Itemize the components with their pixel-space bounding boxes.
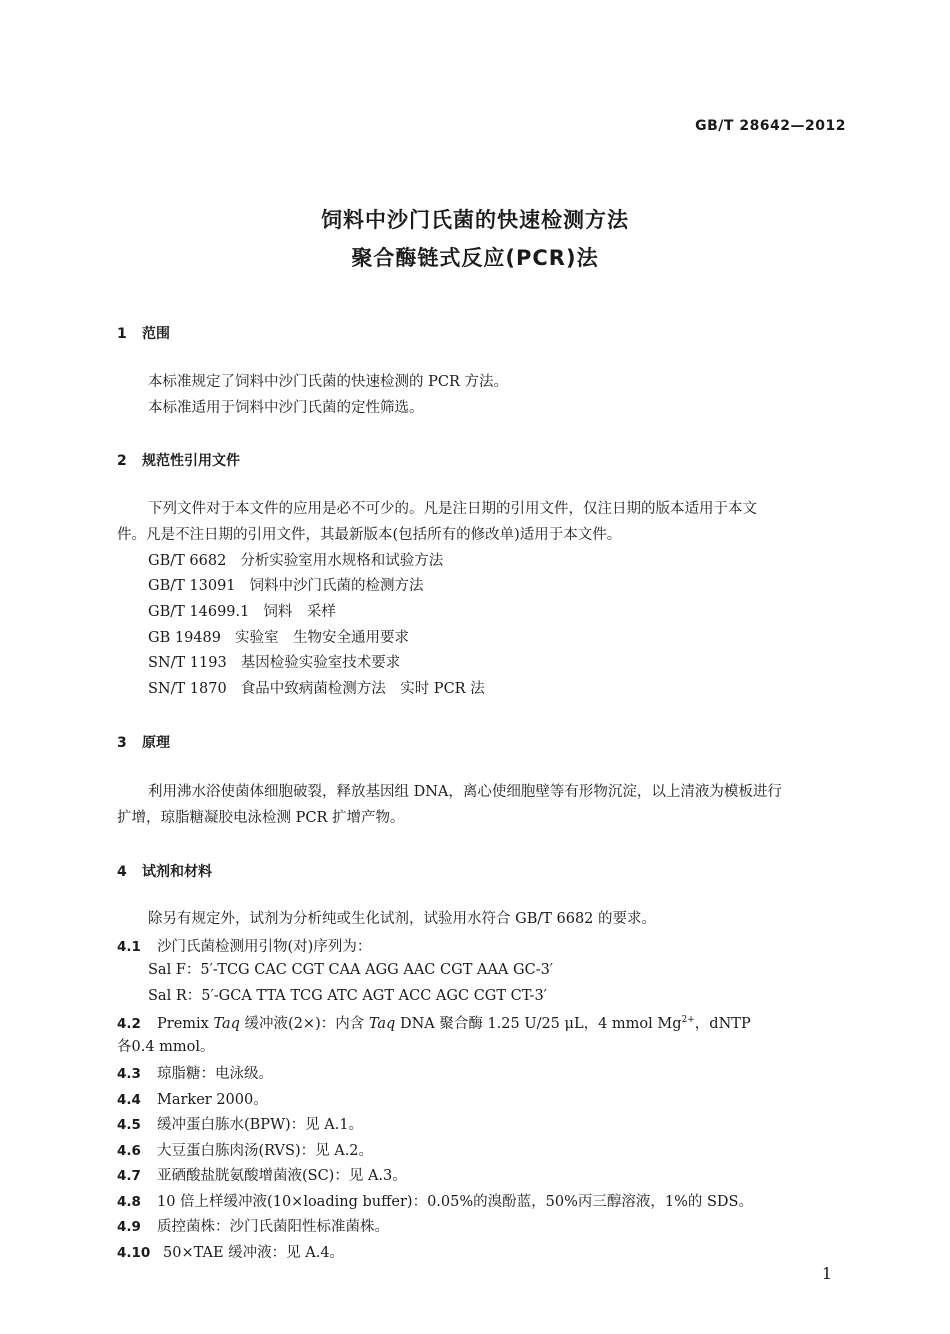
list-item: [117, 1113, 363, 1134]
reference-title: 基因检验实验室技术要求: [240, 655, 401, 671]
superscript: 2+: [681, 1015, 695, 1026]
reference-title: 饲料中沙门氏菌的检测方法: [249, 578, 424, 594]
section-3-heading: [117, 732, 170, 752]
list-item: [117, 1215, 389, 1236]
reference-item: [148, 679, 485, 699]
item-number: 4.3: [117, 1066, 141, 1082]
item-number: 4.9: [117, 1219, 141, 1235]
item-text: 琼脂糖：电泳级。: [157, 1066, 273, 1082]
reference-title: 饲料 采样: [263, 604, 336, 620]
section-number: 4: [117, 864, 127, 880]
list-item: [117, 1164, 407, 1185]
reference-title: 实验室 生物安全通用要求: [234, 630, 409, 646]
paragraph: 下列文件对于本文件的应用是必不可少的。凡是注日期的引用文件，仅注日期的版本适用于本文: [148, 501, 757, 517]
reference-item: [148, 551, 443, 571]
reference-code: GB/T 6682: [148, 553, 227, 569]
primer-forward: Sal F：5′-TCG CAC CGT CAA AGG AAC CGT AAA GC-3′: [148, 962, 554, 978]
reference-item: [148, 653, 400, 673]
list-item: [117, 1139, 373, 1160]
item-text: 质控菌株：沙门氏菌阳性标准菌株。: [157, 1219, 389, 1235]
item-number: 4.5: [117, 1117, 141, 1133]
reference-title: 食品中致病菌检测方法 实时 PCR 法: [240, 681, 485, 697]
item-text: 缓冲液(2×)：内含: [239, 1016, 369, 1032]
item-text: DNA 聚合酶 1.25 U/25 μL，4 mmol Mg: [395, 1016, 682, 1032]
reference-code: GB 19489: [148, 630, 221, 646]
paragraph: 利用沸水浴使菌体细胞破裂，释放基因组 DNA，离心使细胞壁等有形物沉淀，以上清液为模板进行: [148, 784, 782, 800]
primer-reverse: Sal R：5′-GCA TTA TCG ATC AGT ACC AGC CGT CT-3′: [148, 988, 547, 1004]
section-title: 试剂和材料: [142, 864, 212, 880]
item-number: 4.10: [117, 1245, 151, 1261]
document-title: 饲料中沙门氏菌的快速检测方法: [321, 208, 629, 232]
reference-code: SN/T 1193: [148, 655, 227, 671]
item-text: Premix: [157, 1016, 214, 1032]
list-item: [117, 1190, 753, 1211]
page-number: 1: [821, 1264, 832, 1283]
item-text: 沙门氏菌检测用引物(对)序列为：: [157, 939, 372, 955]
item-text: 亚硒酸盐胱氨酸增菌液(SC)：见 A.3。: [157, 1168, 407, 1184]
reference-item: [148, 576, 424, 596]
item-text: 10 倍上样缓冲液(10×loading buffer)：0.05%的溴酚蓝，50%丙三醇溶液，1%的 SDS。: [157, 1194, 753, 1210]
reference-item: [148, 602, 336, 622]
section-title: 规范性引用文件: [142, 453, 240, 469]
item-number: 4.6: [117, 1143, 141, 1159]
section-2-heading: [117, 450, 240, 470]
reference-item: [148, 628, 409, 648]
standard-number: GB/T 28642—2012: [695, 118, 846, 134]
section-number: 1: [117, 326, 127, 342]
section-1-heading: [117, 323, 170, 343]
item-number: 4.2: [117, 1016, 141, 1032]
reference-code: GB/T 13091: [148, 578, 236, 594]
list-item: [117, 1088, 268, 1109]
section-number: 3: [117, 735, 127, 751]
item-number: 4.4: [117, 1092, 141, 1108]
section-title: 范围: [142, 326, 170, 342]
item-text: Marker 2000。: [157, 1092, 268, 1108]
item-number: 4.1: [117, 939, 141, 955]
list-item: [117, 1241, 344, 1262]
paragraph: 本标准规定了饲料中沙门氏菌的快速检测的 PCR 方法。: [148, 374, 508, 390]
item-continuation: 各0.4 mmol。: [117, 1039, 215, 1055]
item-number: 4.8: [117, 1194, 141, 1210]
document-subtitle: 聚合酶链式反应(PCR)法: [351, 246, 599, 270]
item-text: 缓冲蛋白胨水(BPW)：见 A.1。: [157, 1117, 364, 1133]
paragraph: 本标准适用于饲料中沙门氏菌的定性筛选。: [148, 400, 424, 416]
item-text: 大豆蛋白胨肉汤(RVS)：见 A.2。: [157, 1143, 374, 1159]
item-text: 50×TAE 缓冲液：见 A.4。: [163, 1245, 345, 1261]
paragraph: 扩增，琼脂糖凝胶电泳检测 PCR 扩增产物。: [117, 810, 405, 826]
list-item: [117, 1062, 273, 1083]
section-4-heading: [117, 861, 212, 881]
list-item: [117, 1012, 751, 1033]
list-item: [117, 935, 371, 956]
italic-taq: Taq: [213, 1016, 240, 1032]
italic-taq: Taq: [368, 1016, 396, 1032]
reference-code: GB/T 14699.1: [148, 604, 250, 620]
section-number: 2: [117, 453, 127, 469]
reference-title: 分析实验室用水规格和试验方法: [240, 553, 444, 569]
item-number: 4.7: [117, 1168, 141, 1184]
section-title: 原理: [142, 735, 170, 751]
reference-code: SN/T 1870: [148, 681, 227, 697]
paragraph: 件。凡是不注日期的引用文件，其最新版本(包括所有的修改单)适用于本文件。: [117, 527, 622, 543]
item-text: ，dNTP: [694, 1016, 751, 1032]
paragraph: 除另有规定外，试剂为分析纯或生化试剂，试验用水符合 GB/T 6682 的要求。: [148, 911, 657, 927]
